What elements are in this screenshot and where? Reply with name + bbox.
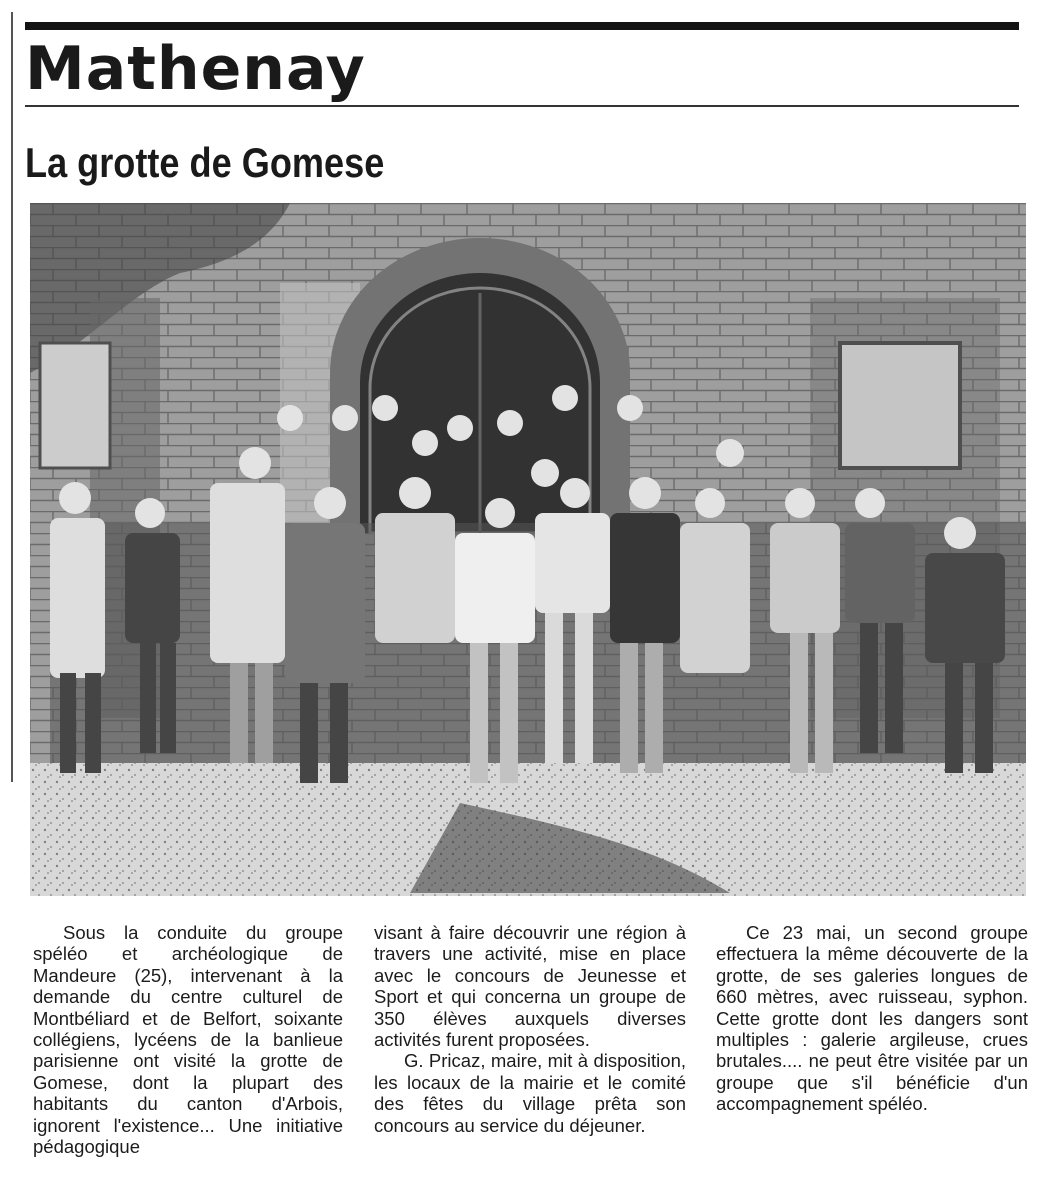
group-photo-icon	[30, 203, 1026, 896]
article-column-1	[33, 922, 343, 1180]
header-divider	[25, 105, 1019, 107]
column-2-paragraph-1: visant à faire découvrir une région à travers une activité, mise en place avec le concours de Jeunesse et Sport et qui concerna un groupe de 350 élèves auxquels diverses activités furent proposées.	[374, 922, 686, 1051]
column-3-paragraph-1: Ce 23 mai, un second groupe effectuera la même découverte de la grotte, de ses galeries longues de 660 mètres, avec ruisseau, syphon. Cette grotte dont les dangers sont multiples : galerie argileuse, crues brutales.... ne peut être visitée par un groupe que s'il bénéficie d'un accompagnement spéléo.	[716, 922, 1028, 1115]
article-column-2	[374, 922, 686, 1180]
left-column-rule	[11, 12, 13, 782]
group-photo	[30, 203, 1026, 896]
column-1-paragraph-1: Sous la conduite du groupe spéléo et archéologique de Mandeure (25), intervenant à la demande du centre culturel de Montbéliard et de Belfort, soixante collégiens, lycéens de la banlieue parisienne ont visité la grotte de Gomese, dont la plupart des habitants du canton d'Arbois, ignorent l'existence... Une initiative pédagogique	[33, 922, 343, 1158]
header-bar	[25, 22, 1019, 30]
article-column-3	[716, 922, 1028, 1180]
column-2-paragraph-2: G. Pricaz, maire, mit à disposition, les locaux de la mairie et le comité des fêtes du village prêta son concours au service du déjeuner.	[374, 1050, 686, 1136]
article-headline: La grotte de Gomese	[25, 139, 385, 186]
section-kicker: Mathenay	[25, 34, 366, 104]
